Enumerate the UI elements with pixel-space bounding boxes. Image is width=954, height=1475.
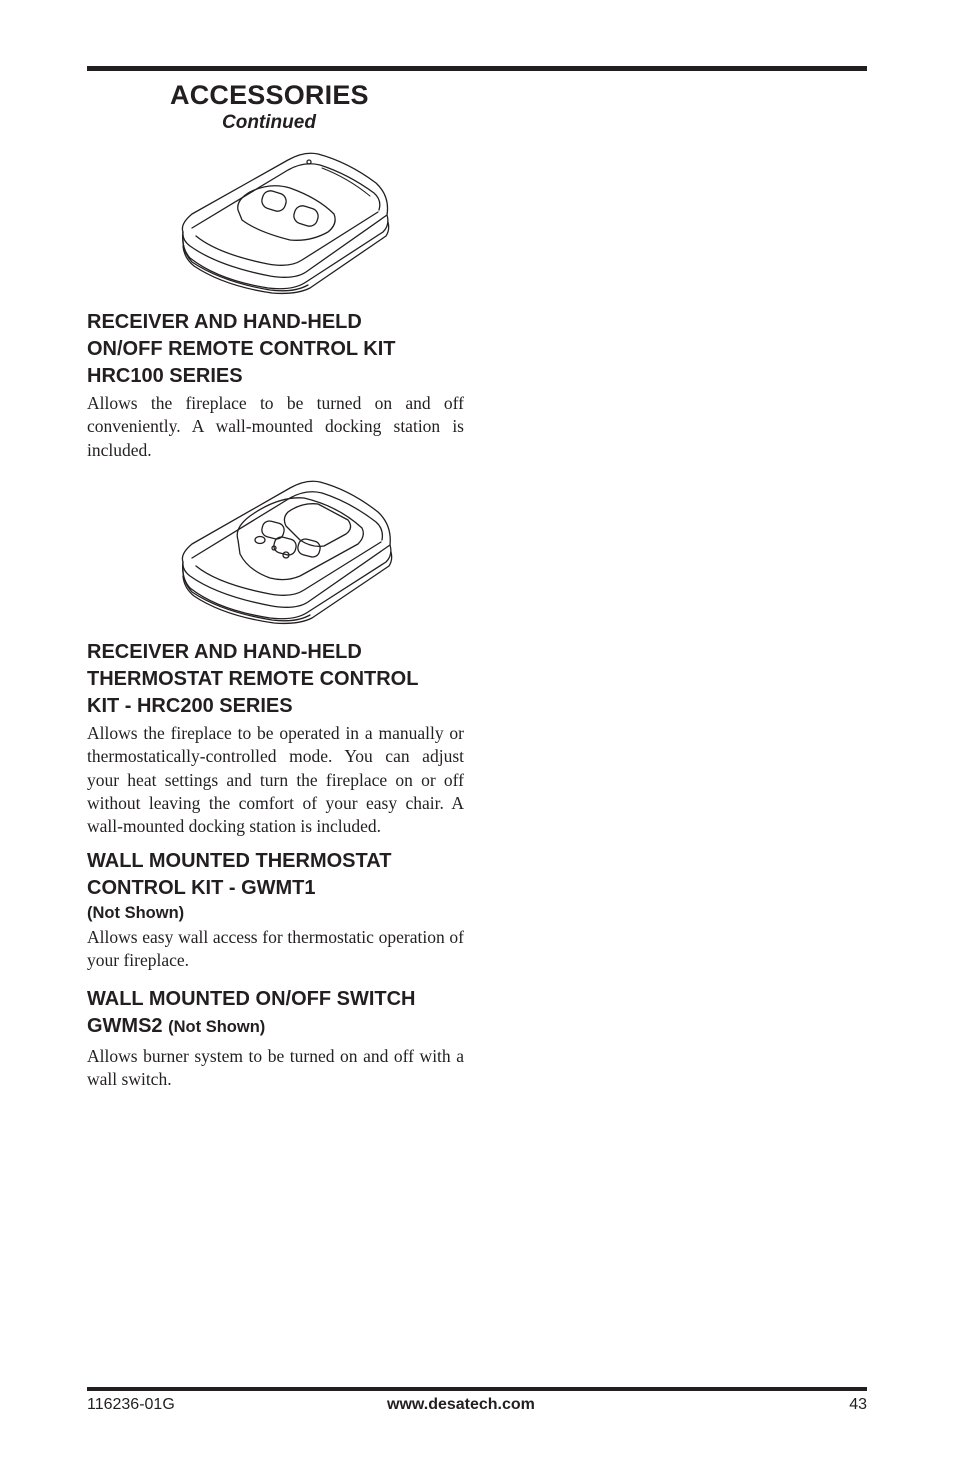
section-body: Allows easy wall access for thermostatic operation of your fireplace. xyxy=(87,927,464,971)
section-body: Allows burner system to be turned on and off with a wall switch. xyxy=(87,1046,464,1090)
bottom-rule xyxy=(87,1387,867,1391)
hrc200-thermostat-remote-icon xyxy=(178,476,396,626)
section-gwms2 xyxy=(87,986,464,1092)
hrc100-remote-icon xyxy=(178,148,393,296)
page-title: ACCESSORIES xyxy=(170,80,369,110)
website-link[interactable]: www.desatech.com xyxy=(387,1396,535,1413)
section-body: Allows the fireplace to be operated in a manually or thermostatically-controlled mode. You can adjust your heat settings and turn the fireplace on or off without leaving the comfort of your easy chair. A wall-mounted docking station is included. xyxy=(87,723,464,837)
section-heading: RECEIVER AND HAND-HELD ON/OFF REMOTE CONTROL KIT HRC100 SERIES xyxy=(87,311,396,387)
page-subtitle: Continued xyxy=(222,112,316,133)
section-heading: RECEIVER AND HAND-HELD THERMOSTAT REMOTE CONTROL KIT - HRC200 SERIES xyxy=(87,641,419,717)
page-number: 43 xyxy=(849,1396,867,1413)
top-rule xyxy=(87,66,867,71)
section-hrc200 xyxy=(87,639,464,838)
section-heading: WALL MOUNTED THERMOSTAT CONTROL KIT - GWMT1 xyxy=(87,850,392,899)
section-body: Allows the fireplace to be turned on and off conveniently. A wall-mounted docking station is included. xyxy=(87,393,464,460)
section-hrc100 xyxy=(87,309,464,462)
not-shown-note: (Not Shown) xyxy=(168,1018,266,1036)
not-shown-note: (Not Shown) xyxy=(87,904,185,922)
document-number: 116236-01G xyxy=(87,1396,175,1413)
section-gwmt1 xyxy=(87,848,464,973)
section-heading: WALL MOUNTED ON/OFF SWITCH GWMS2 (Not Shown) xyxy=(87,988,416,1037)
